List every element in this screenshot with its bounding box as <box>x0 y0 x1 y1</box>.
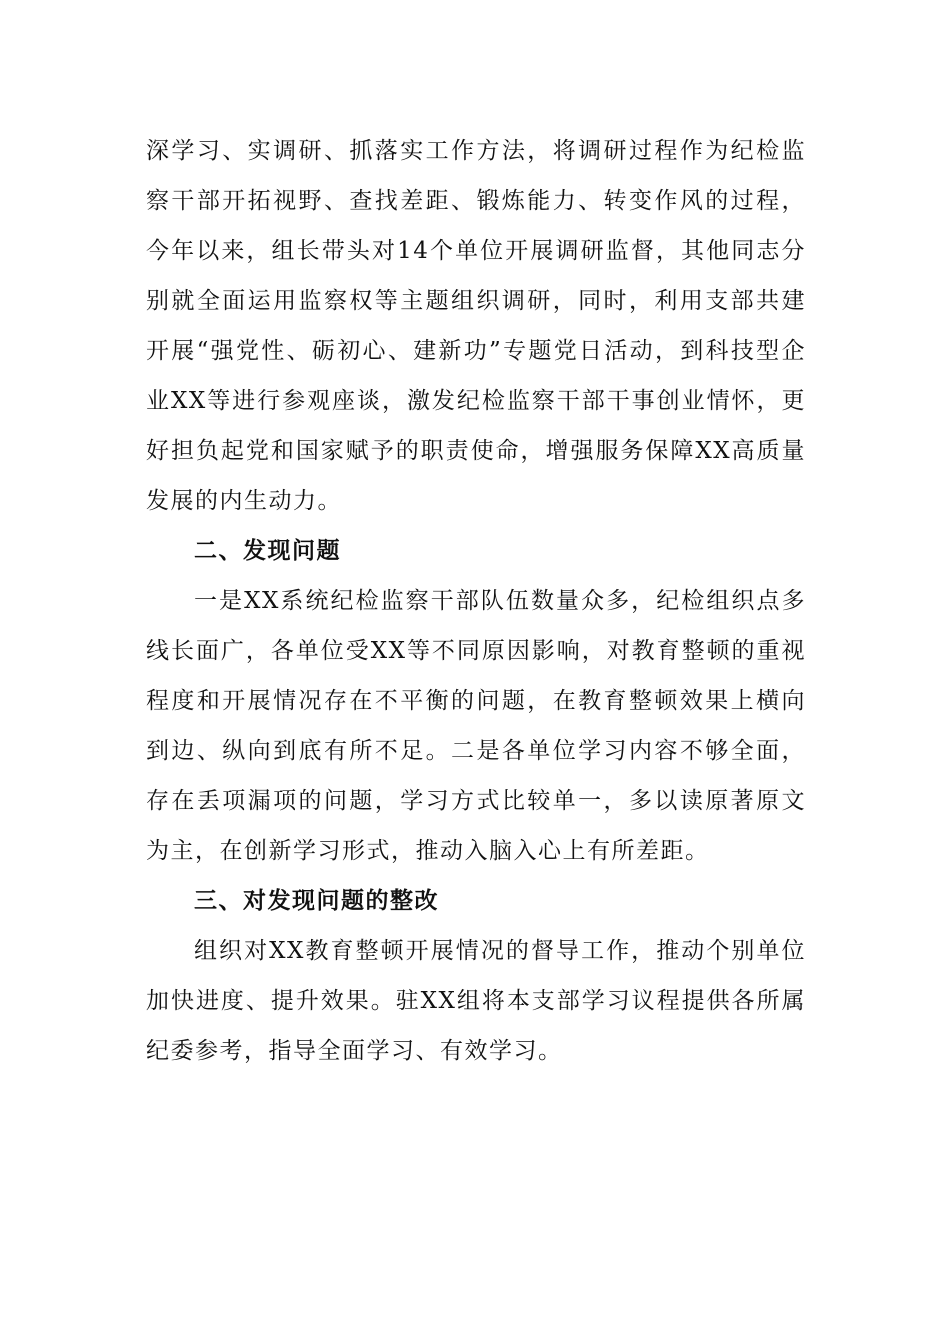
section-heading-problems-found: 二、发现问题 <box>194 537 341 564</box>
section-heading-rectification: 三、对发现问题的整改 <box>194 887 439 914</box>
paragraph-rectification: 组织对XX教育整顿开展情况的督导工作，推动个别单位加快进度、提升效果。驻XX组将本支部学习议程提供各所属纪委参考，指导全面学习、有效学习。 <box>146 938 806 1064</box>
paragraph-research-continuation: 深学习、实调研、抓落实工作方法，将调研过程作为纪检监察干部开拓视野、查找差距、锻炼能力、转变作风的过程，今年以来，组长带头对14个单位开展调研监督，其他同志分别就全面运用监察权等主题组织调研，同时，利用支部共建开展“强党性、砺初心、建新功”专题党日活动，到科技型企业XX等进行参观座谈，激发纪检监察干部干事创业情怀，更好担负起党和国家赋予的职责使命，增强服务保障XX高质量发展的内生动力。 <box>146 138 806 514</box>
paragraph-problems-found: 一是XX系统纪检监察干部队伍数量众多，纪检组织点多线长面广，各单位受XX等不同原因影响，对教育整顿的重视程度和开展情况存在不平衡的问题，在教育整顿效果上横向到边、纵向到底有所不足。二是各单位学习内容不够全面，存在丢项漏项的问题，学习方式比较单一，多以读原著原文为主，在创新学习形式，推动入脑入心上有所差距。 <box>146 588 806 864</box>
document-body <box>146 126 806 1076</box>
